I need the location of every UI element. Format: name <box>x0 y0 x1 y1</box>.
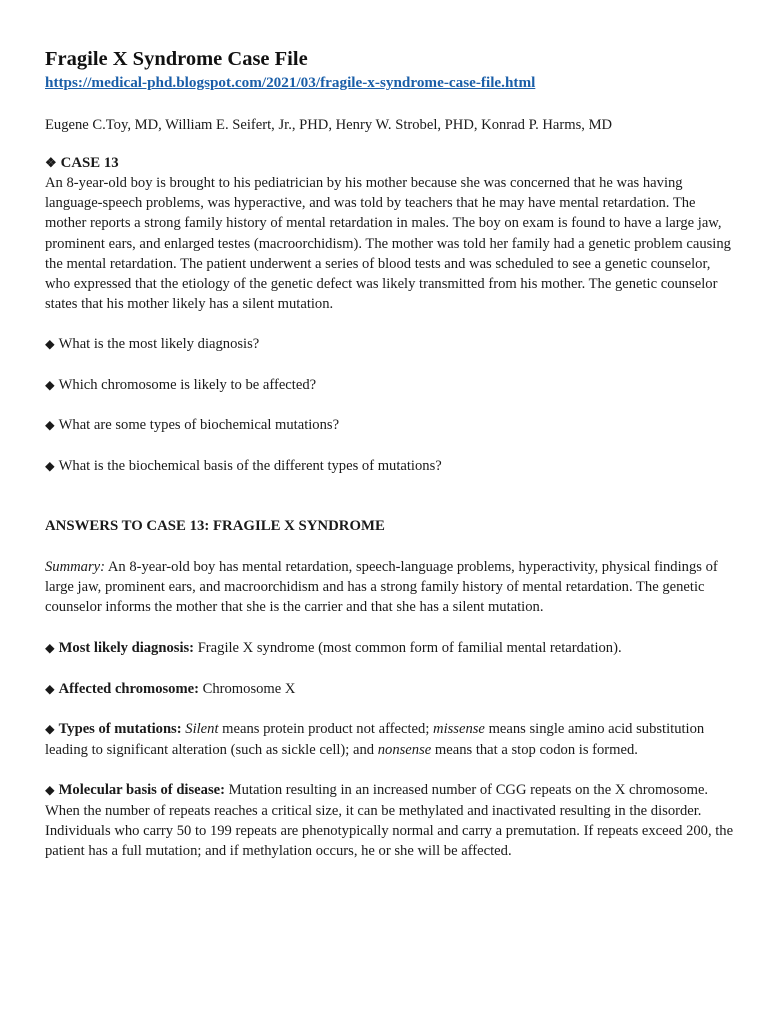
chromosome-text: Chromosome X <box>198 680 296 697</box>
question-text: What is the most likely diagnosis? <box>58 336 260 353</box>
mutations-answer <box>45 719 735 759</box>
diamond-bullet-icon: ◆ <box>45 458 55 473</box>
mutations-label: Types of mutations: <box>58 721 182 738</box>
four-diamond-icon: ❖ <box>45 155 57 170</box>
molecular-text: Mutation resulting in an increased number of CGG repeats on the X chromosome. When the number of repeats reaches a critical size, it can be methylated and inactivated resulting in the disorder. Individuals who carry 50 to 199 repeats are phenotypically normal and carry a premutation. If repeats exceed 200, the patient has a full mutation; and if methylation occurs, he or she will be affected. <box>45 782 734 859</box>
molecular-answer <box>45 780 735 861</box>
case-heading-text: CASE 13 <box>60 155 119 171</box>
diamond-bullet-icon: ◆ <box>45 783 55 798</box>
mutations-text-1: means protein product not affected; <box>218 721 434 738</box>
summary-text: An 8-year-old boy has mental retardation, speech-language problems, hyperactivity, physical findings of large jaw, prominent ears, and macroorchidism and has a strong family history of mental retardation. The genetic counselor informs the mother that she is the carrier and that she has a silent mutation. <box>45 558 718 616</box>
chromosome-answer <box>45 679 735 699</box>
mutations-text-2: means single amino acid substitution leading to significant alteration (such as sickle cell); and <box>45 721 705 758</box>
question-item <box>45 456 735 476</box>
diamond-bullet-icon: ◆ <box>45 337 55 352</box>
source-link[interactable]: https://medical-phd.blogspot.com/2021/03/fragile-x-syndrome-case-file.html <box>45 74 536 91</box>
mutations-silent: Silent <box>185 721 219 738</box>
question-item <box>45 334 735 354</box>
answers-heading: ANSWERS TO CASE 13: FRAGILE X SYNDROME <box>45 517 385 534</box>
summary-paragraph <box>45 557 735 618</box>
document-page <box>45 46 735 861</box>
question-item <box>45 415 735 435</box>
chromosome-label: Affected chromosome: <box>58 680 199 697</box>
diamond-bullet-icon: ◆ <box>45 681 55 696</box>
mutations-missense: missense <box>433 721 485 738</box>
case-description: An 8-year-old boy is brought to his pediatrician by his mother because she was concerned that he was having language-speech problems, was hyperactive, and was told by teachers that he may have mental retardation. The mother reports a strong family history of mental retardation in males. The boy on exam is found to have a large jaw, prominent ears, and enlarged testes (macroorchidism). The mother was told her family had a genetic problem causing the mental retardation. The patient underwent a series of blood tests and was scheduled to see a genetic counselor, who expressed that the etiology of the genetic defect was likely transmitted from his mother. The genetic counselor states that his mother likely has a silent mutation. <box>45 175 731 313</box>
case-heading <box>45 153 735 173</box>
diamond-bullet-icon: ◆ <box>45 377 55 392</box>
diagnosis-answer <box>45 638 735 658</box>
summary-label: Summary: <box>45 558 105 575</box>
diamond-bullet-icon: ◆ <box>45 418 55 433</box>
mutations-nonsense: nonsense <box>377 741 432 758</box>
molecular-label: Molecular basis of disease: <box>58 782 225 799</box>
question-text: What is the biochemical basis of the different types of mutations? <box>58 457 442 474</box>
document-title: Fragile X Syndrome Case File <box>45 48 308 70</box>
diamond-bullet-icon: ◆ <box>45 722 55 737</box>
mutations-text-3: means that a stop codon is formed. <box>431 741 638 758</box>
diagnosis-text: Fragile X syndrome (most common form of familial mental retardation). <box>194 640 622 657</box>
question-text: Which chromosome is likely to be affected? <box>58 376 317 393</box>
question-text: What are some types of biochemical mutations? <box>58 417 340 434</box>
diagnosis-label: Most likely diagnosis: <box>58 640 195 657</box>
author-list: Eugene C.Toy, MD, William E. Seifert, Jr., PHD, Henry W. Strobel, PHD, Konrad P. Harms, MD <box>45 117 613 133</box>
diamond-bullet-icon: ◆ <box>45 641 55 656</box>
question-item <box>45 375 735 395</box>
